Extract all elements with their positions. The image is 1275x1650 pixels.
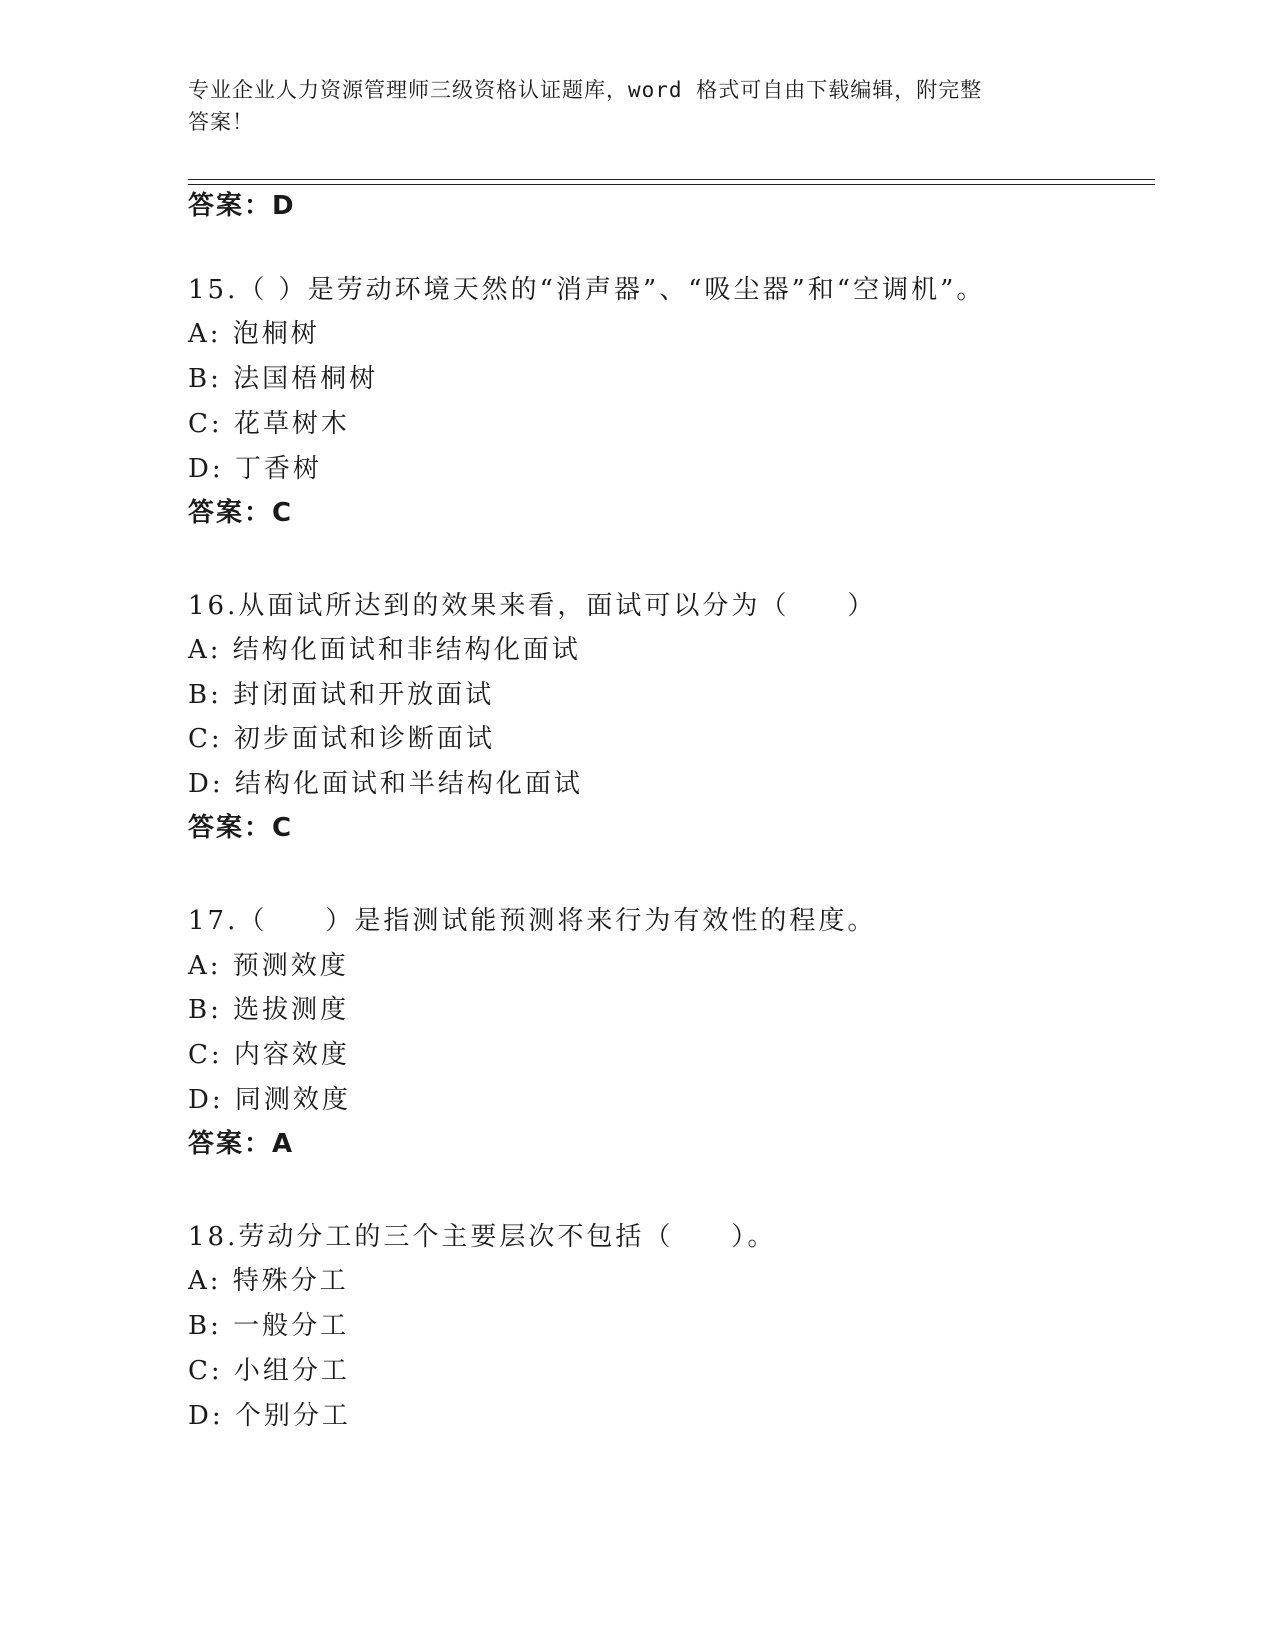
option-c: C: 小组分工 — [188, 1356, 350, 1386]
question-stem: 18.劳动分工的三个主要层次不包括（ ）。 — [188, 1222, 777, 1252]
option-c: C: 花草树木 — [188, 409, 350, 439]
option-b: B: 选拔测度 — [188, 995, 350, 1025]
option-a: A: 泡桐树 — [188, 319, 320, 349]
option-a: A: 结构化面试和非结构化面试 — [188, 635, 581, 665]
option-b: B: 一般分工 — [188, 1311, 350, 1341]
answer: 答案：A — [188, 1129, 295, 1159]
question-stem: 17.（ ）是指测试能预测将来行为有效性的程度。 — [188, 906, 877, 936]
header-divider-bottom — [188, 184, 1155, 185]
question-stem: 16.从面试所达到的效果来看，面试可以分为（ ） — [188, 591, 877, 621]
header-line-2: 答案！ — [188, 110, 254, 134]
option-d: D: 结构化面试和半结构化面试 — [188, 769, 583, 799]
option-a: A: 预测效度 — [188, 951, 349, 981]
answer: 答案：C — [188, 498, 294, 528]
option-d: D: 同测效度 — [188, 1085, 351, 1115]
option-a: A: 特殊分工 — [188, 1266, 349, 1296]
header-line-1: 专业企业人力资源管理师三级资格认证题库，word 格式可自由下载编辑，附完整 — [188, 78, 983, 102]
option-d: D: 丁香树 — [188, 454, 322, 484]
answer: 答案：C — [188, 813, 294, 843]
header-divider-top — [188, 179, 1155, 180]
option-b: B: 封闭面试和开放面试 — [188, 680, 495, 710]
option-b: B: 法国梧桐树 — [188, 364, 379, 394]
option-c: C: 初步面试和诊断面试 — [188, 724, 495, 754]
question-stem: 15.（ ）是劳动环境天然的“消声器”、“吸尘器”和“空调机”。 — [188, 275, 986, 305]
option-d: D: 个别分工 — [188, 1401, 351, 1431]
answer-previous: 答案：D — [188, 191, 296, 221]
option-c: C: 内容效度 — [188, 1040, 350, 1070]
document-header — [188, 74, 1088, 138]
